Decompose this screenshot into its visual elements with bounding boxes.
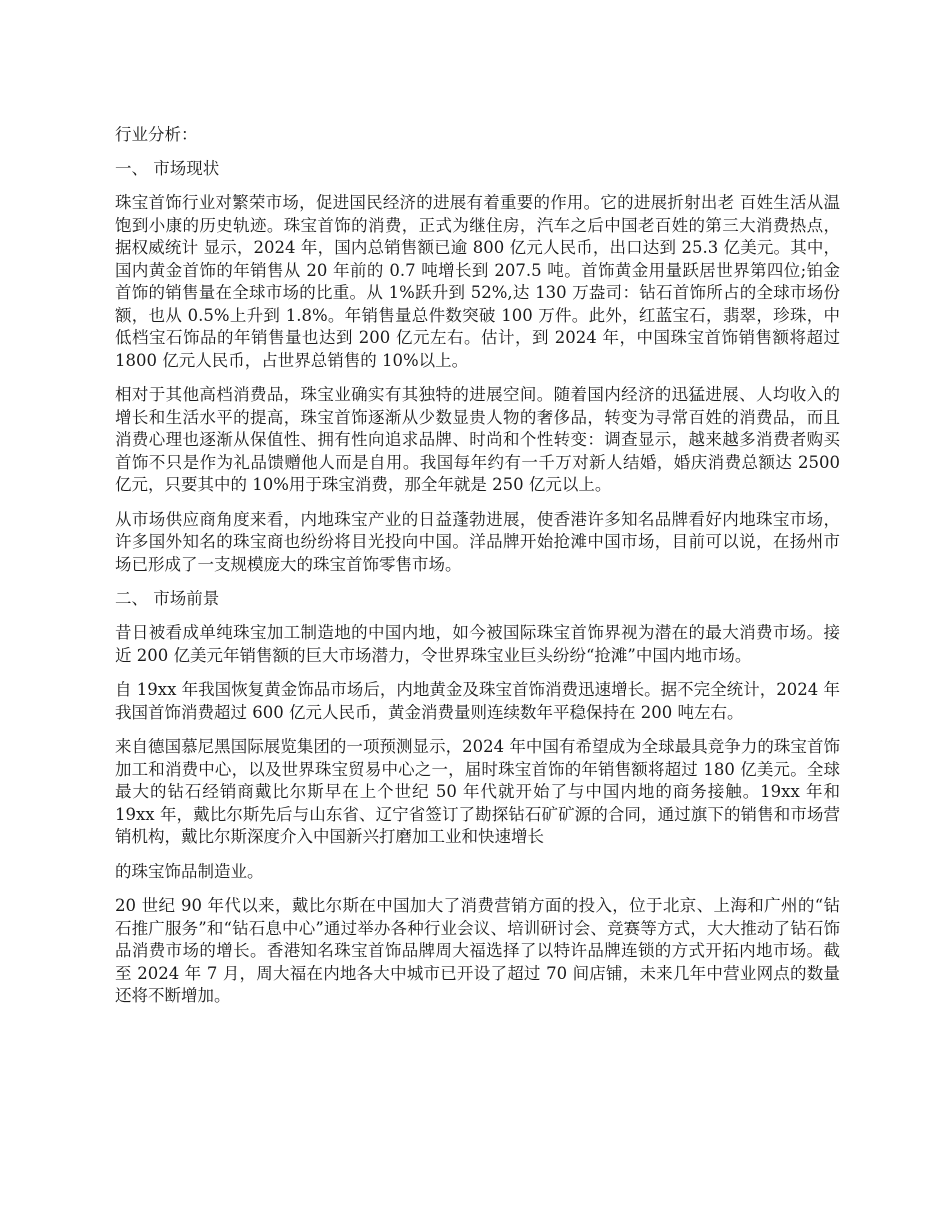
paragraph: 珠宝首饰行业对繁荣市场，促进国民经济的进展有着重要的作用。它的进展折射出老 百姓生活从温饱到小康的历史轨迹。珠宝首饰的消费，正式为继住房，汽车之后中国老百姓的第三大消费热点，据权威统计 显示，2024 年，国内总销售额已逾 800 亿元人民币，出口达到 25.3 亿美元。其中，国内黄金首饰的年销售从 20 年前的 0.7 吨增长到 207.5 吨。首饰黄金用量跃居世界第四位;铂金首饰的销售量在全球市场的比重。从 1%跃升到 52%,达 130 万盎司：钻石首饰所占的全球市场份额，也从 0.5%上升到 1.8%。年销售量总件数突破 100 万件。此外，红蓝宝石，翡翠，珍珠，中低档宝石饰品的年销售量也达到 200 亿元左右。估计，到 2024 年，中国珠宝首饰销售额将超过 1800 亿元人民币，占世界总销售的 10%以上。 xyxy=(115,193,840,370)
paragraph: 来自德国慕尼黑国际展览集团的一项预测显示，2024 年中国有希望成为全球最具竞争力的珠宝首饰加工和消费中心，以及世界珠宝贸易中心之一，届时珠宝首饰的年销售额将超过 180 亿美元。全球最大的钻石经销商戴比尔斯早在上个世纪 50 年代就开始了与中国内地的商务接触。19xx 年和 19xx 年，戴比尔斯先后与山东省、辽宁省签订了勘探钻石矿矿源的合同，通过旗下的销售和市场营销机构，戴比尔斯深度介入中国新兴打磨加工业和快速增长 xyxy=(115,737,840,846)
paragraph: 从市场供应商角度来看，内地珠宝产业的日益蓬勃进展，使香港许多知名品牌看好内地珠宝市场，许多国外知名的珠宝商也纷纷将目光投向中国。洋品牌开始抢滩中国市场，目前可以说，在扬州市场已形成了一支规模庞大的珠宝首饰零售市场。 xyxy=(115,509,840,574)
document-title: 行业分析： xyxy=(115,125,198,144)
document-body xyxy=(115,124,840,1020)
paragraph: 自 19xx 年我国恢复黄金饰品市场后，内地黄金及珠宝首饰消费迅速增长。据不完全统计，2024 年我国首饰消费超过 600 亿元人民币，黄金消费量则连续数年平稳保持在 200 吨左右。 xyxy=(115,680,840,722)
section-heading-market-status: 一、 市场现状 xyxy=(115,159,220,178)
paragraph: 相对于其他高档消费品，珠宝业确实有其独特的进展空间。随着国内经济的迅猛进展、人均收入的增长和生活水平的提高，珠宝首饰逐渐从少数显贵人物的奢侈品，转变为寻常百姓的消费品，而且消费心理也逐渐从保值性、拥有性向追求品牌、时尚和个性转变：调查显示，越来越多消费者购买首饰不只是作为礼品馈赠他人而是自用。我国每年约有一千万对新人结婚，婚庆消费总额达 2500 亿元，只要其中的 10%用于珠宝消费，那全年就是 250 亿元以上。 xyxy=(115,385,840,494)
section-heading-market-outlook: 二、 市场前景 xyxy=(115,589,220,608)
paragraph: 20 世纪 90 年代以来，戴比尔斯在中国加大了消费营销方面的投入，位于北京、上海和广州的“钻石推广服务”和“钻石息中心”通过举办各种行业会议、培训研讨会、竞赛等方式，大大推动了钻石饰品消费市场的增长。香港知名珠宝首饰品牌周大福选择了以特许品牌连锁的方式开拓内地市场。截至 2024 年 7 月，周大福在内地各大中城市已开设了超过 70 间店铺，未来几年中营业网点的数量还将不断增加。 xyxy=(115,896,840,1005)
paragraph: 昔日被看成单纯珠宝加工制造地的中国内地，如今被国际珠宝首饰界视为潜在的最大消费市场。接近 200 亿美元年销售额的巨大市场潜力，令世界珠宝业巨头纷纷“抢滩”中国内地市场。 xyxy=(115,623,840,665)
paragraph: 的珠宝饰品制造业。 xyxy=(115,861,264,881)
